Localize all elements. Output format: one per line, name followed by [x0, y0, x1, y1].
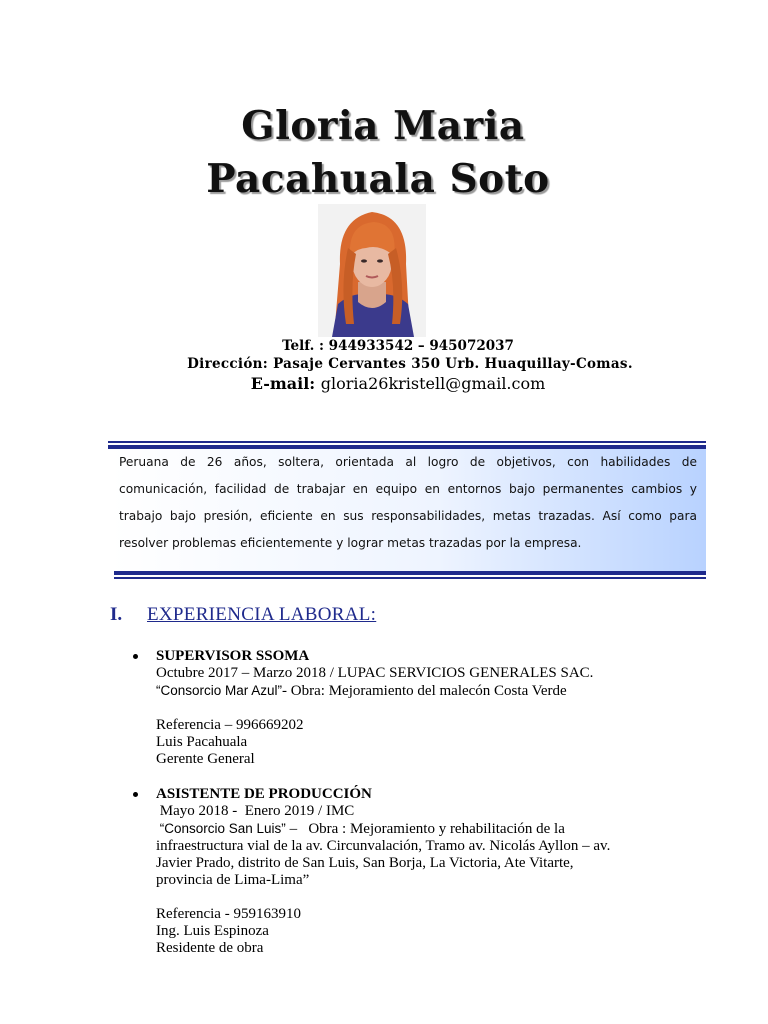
address: Dirección: Pasaje Cervantes 350 Urb. Huaquillay-Comas.	[187, 356, 633, 372]
summary-bottom-rule-thick	[114, 571, 706, 575]
email-label: E-mail:	[250, 374, 316, 393]
profile-photo	[318, 204, 426, 337]
job-reference: Referencia - 959163910	[156, 906, 301, 922]
section-number: I.	[110, 604, 123, 625]
job-project-line1: – Obra : Mejoramiento y rehabilitación de la	[285, 821, 565, 837]
job-reference-name: Ing. Luis Espinoza	[156, 923, 269, 939]
job-reference-name: Luis Pacahuala	[156, 734, 248, 750]
job-title: SUPERVISOR SSOMA	[156, 648, 310, 664]
job-reference: Referencia – 996669202	[156, 717, 304, 733]
profile-summary-text: Peruana de 26 años, soltera, orientada al logro de objetivos, con habilidades de comunicación, facilidad de trabajar en equipo en entornos bajo permanentes cambios y trabajo bajo presión, eficiente en sus responsabilidades, metas trazadas. Así como para resolver problemas eficientemente y lograr metas trazadas por la empresa.	[119, 455, 697, 550]
job-project-line3: Javier Prado, distrito de San Luis, San Borja, La Victoria, Ate Vitarte,	[156, 855, 574, 871]
candidate-name-last: Pacahuala Soto	[206, 156, 550, 202]
job-period: Octubre 2017 – Marzo 2018 / LUPAC SERVICIOS GENERALES SAC.	[156, 665, 594, 681]
summary-bottom-rule	[114, 577, 706, 579]
candidate-name-first: Gloria Maria	[241, 103, 525, 149]
job-project: - Obra: Mejoramiento del malecón Costa Verde	[282, 683, 567, 699]
job-project-line2: infraestructura vial de la av. Circunvalación, Tramo av. Nicolás Ayllon – av.	[156, 838, 611, 854]
bullet-icon	[133, 654, 138, 659]
job-period: Mayo 2018 - Enero 2019 / IMC	[156, 803, 355, 819]
bullet-icon	[133, 792, 138, 797]
job-project-line4: provincia de Lima-Lima”	[156, 872, 310, 888]
summary-top-rule	[108, 441, 706, 443]
job-title: ASISTENTE DE PRODUCCIÓN	[156, 786, 372, 802]
job-consortium: “Consorcio Mar Azul”	[156, 683, 283, 698]
phone-numbers: Telf. : 944933542 – 945072037	[282, 338, 514, 354]
section-title: EXPERIENCIA LABORAL:	[147, 604, 377, 625]
profile-summary-box	[110, 449, 706, 571]
job-consortium: “Consorcio San Luis”	[156, 821, 286, 836]
email-address[interactable]: gloria26kristell@gmail.com	[320, 374, 546, 393]
experience-heading	[110, 604, 376, 626]
email-line	[14, 374, 768, 393]
job-reference-role: Gerente General	[156, 751, 255, 767]
job-reference-role: Residente de obra	[156, 940, 264, 956]
